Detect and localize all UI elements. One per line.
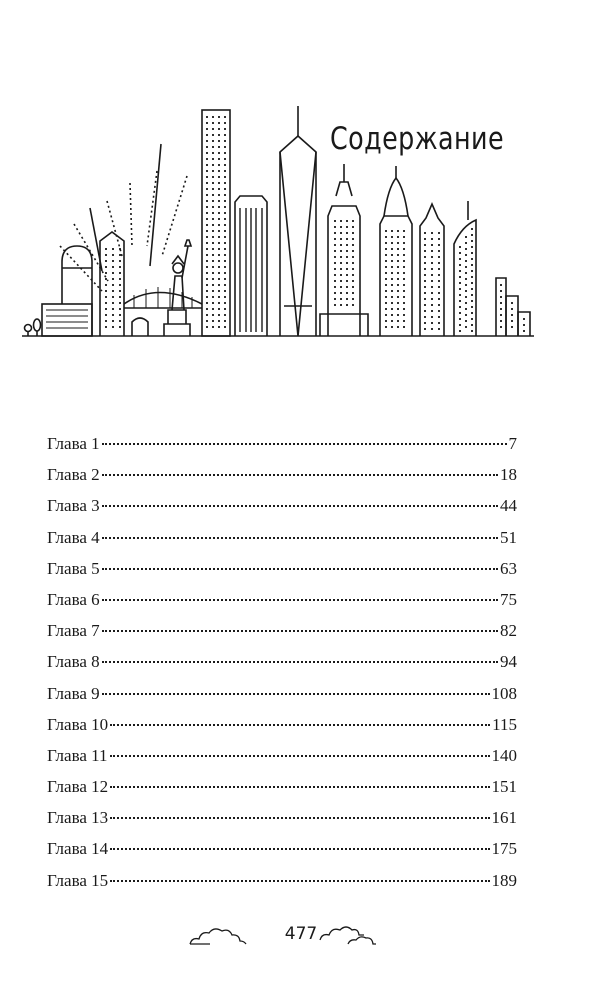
dot-leader — [102, 693, 490, 695]
toc-entry-label: Глава 12 — [47, 777, 109, 797]
page-number: 477 — [284, 924, 318, 944]
toc-entry-page: 115 — [492, 714, 517, 734]
toc-entry-label: Глава 1 — [47, 434, 100, 453]
toc-entry-label: Глава 6 — [47, 589, 100, 609]
dot-leader — [102, 599, 498, 601]
toc-entry[interactable] — [47, 650, 517, 681]
toc-entry-label: Глава 3 — [47, 496, 100, 516]
dot-leader — [110, 724, 490, 726]
dot-leader — [102, 661, 498, 663]
toc-entry-label: Глава 8 — [47, 652, 100, 672]
dot-leader — [110, 755, 490, 757]
table-of-contents — [47, 432, 517, 900]
toc-entry[interactable] — [47, 557, 517, 588]
toc-entry[interactable] — [47, 432, 517, 463]
toc-entry-page: 140 — [491, 745, 517, 765]
cloud-icon — [318, 922, 378, 948]
dot-leader — [110, 786, 489, 788]
toc-entry-label: Глава 10 — [47, 714, 109, 734]
toc-entry-label: Глава 13 — [47, 808, 109, 828]
toc-entry-page: 189 — [491, 870, 517, 890]
page-title: Содержание — [330, 120, 505, 157]
toc-entry-page: 63 — [500, 558, 517, 578]
toc-entry[interactable] — [47, 526, 517, 557]
toc-entry[interactable] — [47, 682, 517, 713]
toc-entry-page: 161 — [491, 808, 517, 828]
dot-leader — [110, 880, 489, 882]
dot-leader — [102, 630, 498, 632]
toc-entry-label: Глава 9 — [47, 683, 100, 703]
toc-entry-label: Глава 15 — [47, 870, 109, 890]
dot-leader — [102, 568, 498, 570]
toc-entry-page: 75 — [500, 589, 517, 609]
dot-leader — [110, 817, 489, 819]
toc-entry-page: 108 — [491, 683, 517, 703]
dot-leader — [102, 443, 507, 445]
toc-entry-label: Глава 4 — [47, 527, 100, 547]
dot-leader — [110, 848, 489, 850]
toc-entry-label: Глава 11 — [47, 745, 108, 765]
dot-leader — [102, 474, 498, 476]
toc-entry-page: 94 — [500, 652, 517, 672]
toc-entry-page: 175 — [491, 839, 517, 859]
toc-entry-label: Глава 5 — [47, 558, 100, 578]
toc-entry-page: 82 — [500, 621, 517, 641]
toc-entry-page: 51 — [500, 527, 517, 547]
toc-entry-page: 18 — [500, 465, 517, 485]
toc-entry[interactable] — [47, 744, 517, 775]
toc-entry-page: 44 — [500, 496, 517, 516]
dot-leader — [102, 505, 498, 507]
toc-entry-label: Глава 14 — [47, 839, 109, 859]
toc-entry-page: 151 — [491, 777, 517, 797]
toc-entry[interactable] — [47, 463, 517, 494]
toc-entry[interactable] — [47, 837, 517, 868]
toc-entry[interactable] — [47, 713, 517, 744]
toc-entry[interactable] — [47, 775, 517, 806]
toc-entry[interactable] — [47, 869, 517, 900]
toc-entry-page: 7 — [508, 434, 517, 453]
toc-entry-label: Глава 7 — [47, 621, 100, 641]
toc-entry[interactable] — [47, 806, 517, 837]
toc-entry-label: Глава 2 — [47, 465, 100, 485]
toc-entry[interactable] — [47, 494, 517, 525]
toc-entry[interactable] — [47, 588, 517, 619]
toc-entry[interactable] — [47, 619, 517, 650]
dot-leader — [102, 537, 498, 539]
